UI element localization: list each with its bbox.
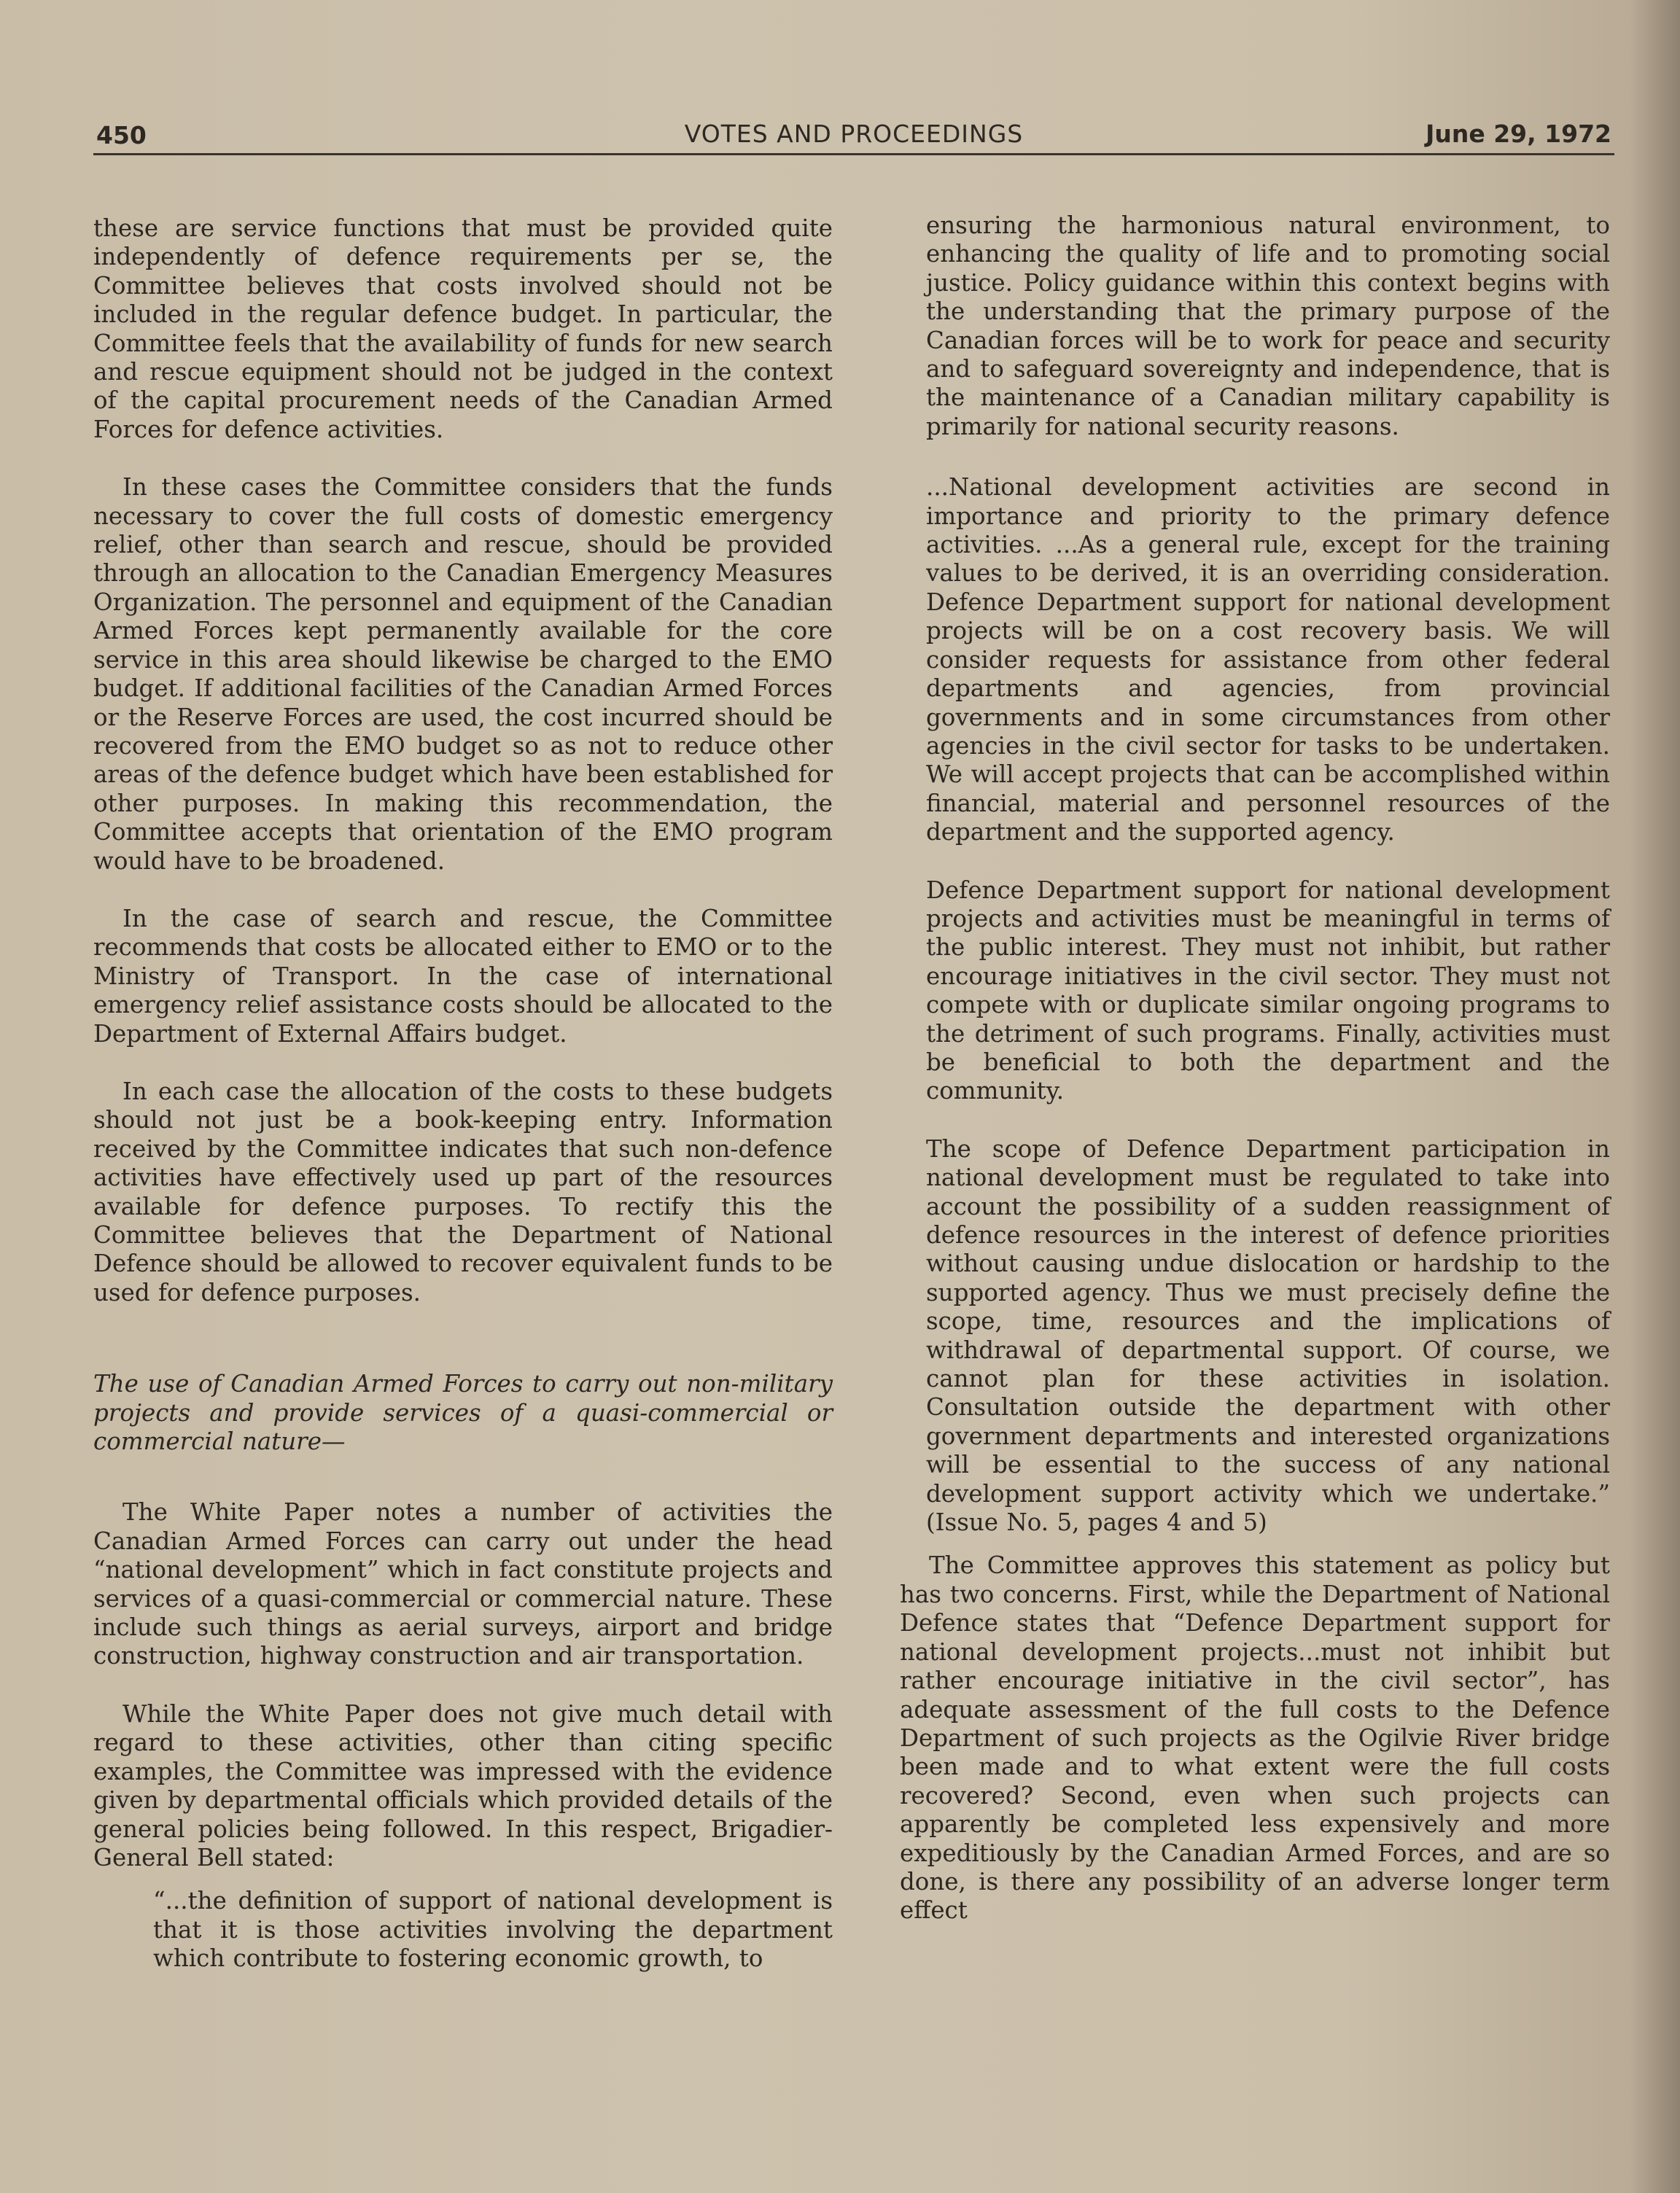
section-heading: The use of Canadian Armed Forces to carry out non-military projects and provide services of a quasi-commercial or commercial nature— — [93, 1370, 833, 1456]
paragraph: While the White Paper does not give much detail with regard to these activities, other than citing specific examples, the Committee was impressed with the evidence given by departmental officials which provided details of the general policies being followed. In this respect, Brigadier-General Bell stated: — [93, 1699, 833, 1871]
page-number: 450 — [96, 121, 147, 149]
left-column — [93, 214, 833, 1974]
publication-title: VOTES AND PROCEEDINGS — [684, 120, 1024, 148]
right-column — [900, 211, 1610, 1925]
running-header — [93, 118, 1614, 155]
block-quote: “...the definition of support of national development is that it is those activities involving the department which contribute to fostering economic growth, to — [153, 1887, 833, 1973]
paragraph: The White Paper notes a number of activities the Canadian Armed Forces can carry out under the head “national development” which in fact constitute projects and services of a quasi-commercial or commercial nature. These include such things as aerial surveys, airport and bridge construction, highway construction and air transportation. — [93, 1498, 833, 1670]
block-quote: The scope of Defence Department participation in national development must be regulated to take into account the possibility of a sudden reassignment of defence resources in the interest of defence priorities without causing undue dislocation or hardship to the supported agency. Thus we must precisely define the scope, time, resources and the implications of withdrawal of departmental support. Of course, we cannot plan for these activities in isolation. Consultation outside the department with other government departments and interested organizations will be essential to the success of any national development support activity which we undertake.” (Issue No. 5, pages 4 and 5) — [926, 1134, 1610, 1537]
paragraph: In each case the allocation of the costs to these budgets should not just be a book-keeping entry. Information received by the Committee indicates that such non-defence activities have effectively used up part of the resources available for defence purposes. To rectify this the Committee believes that the Department of National Defence should be allowed to recover equivalent funds to be used for defence purposes. — [93, 1077, 833, 1306]
block-quote: ...National development activities are second in importance and priority to the primary defence activities. ...As a general rule, except for the training values to be derived, it is an overriding consideration. Defence Department support for national development projects will be on a cost recovery basis. We will consider requests for assistance from other federal departments and agencies, from provincial governments and in some circumstances from other agencies in the civil sector for tasks to be undertaken. We will accept projects that can be accomplished within financial, material and personnel resources of the department and the supported agency. — [926, 473, 1610, 846]
paragraph: these are service functions that must be provided quite independently of defence requirements per se, the Committee believes that costs involved should not be included in the regular defence budget. In particular, the Committee feels that the availability of funds for new search and rescue equipment should not be judged in the context of the capital procurement needs of the Canadian Armed Forces for defence activities. — [93, 214, 833, 443]
paragraph: In the case of search and rescue, the Committee recommends that costs be allocated either to EMO or to the Ministry of Transport. In the case of international emergency relief assistance costs should be allocated to the Department of External Affairs budget. — [93, 904, 833, 1048]
block-quote: Defence Department support for national development projects and activities must be meaningful in terms of the public interest. They must not inhibit, but rather encourage initiatives in the civil sector. They must not compete with or duplicate similar ongoing programs to the detriment of such programs. Finally, activities must be beneficial to both the department and the community. — [926, 876, 1610, 1105]
paragraph: In these cases the Committee considers that the funds necessary to cover the full costs of domestic emergency relief, other than search and rescue, should be provided through an allocation to the Canadian Emergency Measures Organization. The personnel and equipment of the Canadian Armed Forces kept permanently available for the core service in this area should likewise be charged to the EMO budget. If additional facilities of the Canadian Armed Forces or the Reserve Forces are used, the cost incurred should be recovered from the EMO budget so as not to reduce other areas of the defence budget which have been established for other purposes. In making this recommendation, the Committee accepts that orientation of the EMO program would have to be broadened. — [93, 473, 833, 875]
paragraph: The Committee approves this statement as policy but has two concerns. First, while the Department of National Defence states that “Defence Department support for national development projects...must not inhibit but rather encourage initiative in the civil sector”, has adequate assessment of the full costs to the Defence Department of such projects as the Ogilvie River bridge been made and to what extent were the full costs recovered? Second, even when such projects can apparently be completed less expensively and more expeditiously by the Canadian Armed Forces, and are so done, is there any possibility of an adverse longer term effect — [900, 1551, 1610, 1925]
block-quote: ensuring the harmonious natural environment, to enhancing the quality of life and to promoting social justice. Policy guidance within this context begins with the understanding that the primary purpose of the Canadian forces will be to work for peace and security and to safeguard sovereignty and independence, that is the maintenance of a Canadian military capability is primarily for national security reasons. — [926, 211, 1610, 440]
issue-date: June 29, 1972 — [1426, 120, 1611, 148]
